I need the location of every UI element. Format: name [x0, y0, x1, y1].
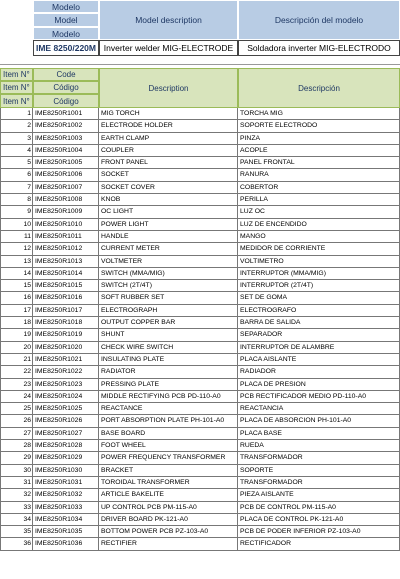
table-row: [0, 502, 400, 514]
description-en[interactable]: SOCKET COVER: [99, 182, 238, 194]
model-description-es: Soldadora inverter MIG-ELECTRODO: [238, 40, 400, 56]
item-number[interactable]: 29: [0, 452, 33, 464]
description-es[interactable]: PLACA AISLANTE: [238, 354, 400, 366]
table-row: [0, 526, 400, 538]
part-code[interactable]: IME8250R1018: [33, 317, 99, 329]
part-code[interactable]: IME8250R1022: [33, 366, 99, 378]
table-row: [0, 305, 400, 317]
description-en[interactable]: MIG TORCH: [99, 108, 238, 120]
table-row: [0, 133, 400, 145]
item-number[interactable]: 2: [0, 120, 33, 132]
item-number[interactable]: 30: [0, 465, 33, 477]
item-number[interactable]: 11: [0, 231, 33, 243]
table-row: [0, 379, 400, 391]
description-es[interactable]: TRANSFORMADOR: [238, 452, 400, 464]
table-row: [0, 465, 400, 477]
description-es[interactable]: PANEL FRONTAL: [238, 157, 400, 169]
description-es[interactable]: RADIADOR: [238, 366, 400, 378]
table-row: [0, 317, 400, 329]
table-row: [0, 489, 400, 501]
part-code[interactable]: IME8250R1030: [33, 465, 99, 477]
model-description-en-label: Model description: [99, 0, 238, 40]
table-row: [0, 366, 400, 378]
item-number[interactable]: 9: [0, 206, 33, 218]
description-en[interactable]: HANDLE: [99, 231, 238, 243]
part-code[interactable]: IME8250R1004: [33, 145, 99, 157]
description-es[interactable]: PERILLA: [238, 194, 400, 206]
description-en[interactable]: CHECK WIRE SWITCH: [99, 342, 238, 354]
part-code[interactable]: IME8250R1017: [33, 305, 99, 317]
code-header-3: Código: [33, 94, 99, 108]
description-en[interactable]: REACTANCE: [99, 403, 238, 415]
part-code[interactable]: IME8250R1032: [33, 489, 99, 501]
table-row: [0, 182, 400, 194]
description-en[interactable]: FOOT WHEEL: [99, 440, 238, 452]
item-number[interactable]: 22: [0, 366, 33, 378]
description-en[interactable]: INSULATING PLATE: [99, 354, 238, 366]
description-en[interactable]: DRIVER BOARD PK-121-A0: [99, 514, 238, 526]
item-number[interactable]: 1: [0, 108, 33, 120]
description-en[interactable]: COUPLER: [99, 145, 238, 157]
description-es[interactable]: PLACA DE PRESION: [238, 379, 400, 391]
description-en[interactable]: PRESSING PLATE: [99, 379, 238, 391]
description-en[interactable]: SWITCH (MMA/MIG): [99, 268, 238, 280]
model-description-es-label: Descripción del modelo: [238, 0, 400, 40]
description-es[interactable]: COBERTOR: [238, 182, 400, 194]
table-row: [0, 354, 400, 366]
table-row: [0, 292, 400, 304]
part-code[interactable]: IME8250R1031: [33, 477, 99, 489]
model-code: IME 8250/220M: [33, 40, 99, 56]
item-header-2: Item N°: [0, 81, 33, 94]
part-code[interactable]: IME8250R1033: [33, 502, 99, 514]
part-code[interactable]: IME8250R1029: [33, 452, 99, 464]
description-es[interactable]: PCB DE CONTROL PM-115-A0: [238, 502, 400, 514]
part-code[interactable]: IME8250R1024: [33, 391, 99, 403]
table-row: [0, 391, 400, 403]
table-row: [0, 194, 400, 206]
description-es[interactable]: ACOPLE: [238, 145, 400, 157]
description-en[interactable]: ELECTROGRAPH: [99, 305, 238, 317]
code-header-1: Code: [33, 68, 99, 81]
description-es[interactable]: SOPORTE: [238, 465, 400, 477]
item-number[interactable]: 19: [0, 329, 33, 341]
description-es[interactable]: PCB DE PODER INFERIOR PZ-103-A0: [238, 526, 400, 538]
table-row: [0, 415, 400, 427]
table-row: [0, 342, 400, 354]
part-code[interactable]: IME8250R1013: [33, 256, 99, 268]
description-en[interactable]: BOTTOM POWER PCB PZ-103-A0: [99, 526, 238, 538]
part-code[interactable]: IME8250R1002: [33, 120, 99, 132]
item-number[interactable]: 34: [0, 514, 33, 526]
part-code[interactable]: IME8250R1003: [33, 133, 99, 145]
part-code[interactable]: IME8250R1010: [33, 219, 99, 231]
part-code[interactable]: IME8250R1006: [33, 169, 99, 181]
description-es[interactable]: PINZA: [238, 133, 400, 145]
table-row: [0, 403, 400, 415]
item-number[interactable]: 3: [0, 133, 33, 145]
item-header-1: Item N°: [0, 68, 33, 81]
table-row: [0, 108, 400, 120]
description-en[interactable]: TOROIDAL TRANSFORMER: [99, 477, 238, 489]
part-code[interactable]: IME8250R1036: [33, 538, 99, 550]
part-code[interactable]: IME8250R1026: [33, 415, 99, 427]
part-code[interactable]: IME8250R1001: [33, 108, 99, 120]
item-number[interactable]: 33: [0, 502, 33, 514]
part-code[interactable]: IME8250R1027: [33, 428, 99, 440]
part-code[interactable]: IME8250R1015: [33, 280, 99, 292]
item-number[interactable]: 8: [0, 194, 33, 206]
description-en[interactable]: CURRENT METER: [99, 243, 238, 255]
item-number[interactable]: 14: [0, 268, 33, 280]
description-en[interactable]: OC LIGHT: [99, 206, 238, 218]
item-number[interactable]: 36: [0, 538, 33, 550]
description-en[interactable]: MIDDLE RECTIFYING PCB PD-110-A0: [99, 391, 238, 403]
item-number[interactable]: 7: [0, 182, 33, 194]
description-es[interactable]: VOLTIMETRO: [238, 256, 400, 268]
item-header-3: Item N°: [0, 94, 33, 108]
table-row: [0, 538, 400, 550]
item-number[interactable]: 17: [0, 305, 33, 317]
table-row: [0, 157, 400, 169]
parts-table: [0, 108, 400, 551]
table-row: [0, 206, 400, 218]
description-en[interactable]: VOLTMETER: [99, 256, 238, 268]
description-es[interactable]: REACTANCIA: [238, 403, 400, 415]
description-en[interactable]: SWITCH (2T/4T): [99, 280, 238, 292]
description-en[interactable]: SOFT RUBBER SET: [99, 292, 238, 304]
description-es[interactable]: PLACA BASE: [238, 428, 400, 440]
item-number[interactable]: 24: [0, 391, 33, 403]
part-code[interactable]: IME8250R1011: [33, 231, 99, 243]
description-es[interactable]: PLACA DE ABSORCION PH-101-A0: [238, 415, 400, 427]
model-label-1: Modelo: [33, 0, 99, 13]
item-number[interactable]: 4: [0, 145, 33, 157]
item-number[interactable]: 21: [0, 354, 33, 366]
model-label-3: Modelo: [33, 27, 99, 40]
description-en-header: Description: [99, 68, 238, 108]
description-en[interactable]: RECTIFIER: [99, 538, 238, 550]
description-es[interactable]: SEPARADOR: [238, 329, 400, 341]
description-es[interactable]: LUZ DE ENCENDIDO: [238, 219, 400, 231]
description-en[interactable]: EARTH CLAMP: [99, 133, 238, 145]
description-es[interactable]: MANGO: [238, 231, 400, 243]
item-number[interactable]: 32: [0, 489, 33, 501]
model-label-2: Model: [33, 13, 99, 27]
item-number[interactable]: 31: [0, 477, 33, 489]
model-description-en: Inverter welder MIG-ELECTRODE: [99, 40, 238, 56]
table-row: [0, 231, 400, 243]
item-number[interactable]: 6: [0, 169, 33, 181]
description-es[interactable]: RECTIFICADOR: [238, 538, 400, 550]
part-code[interactable]: IME8250R1007: [33, 182, 99, 194]
table-row: [0, 169, 400, 181]
model-header: [0, 0, 400, 58]
description-en[interactable]: BRACKET: [99, 465, 238, 477]
table-row: [0, 514, 400, 526]
description-es[interactable]: LUZ OC: [238, 206, 400, 218]
table-row: [0, 256, 400, 268]
item-number[interactable]: 18: [0, 317, 33, 329]
description-en[interactable]: FRONT PANEL: [99, 157, 238, 169]
part-code[interactable]: IME8250R1012: [33, 243, 99, 255]
item-number[interactable]: 26: [0, 415, 33, 427]
part-code[interactable]: IME8250R1035: [33, 526, 99, 538]
description-es[interactable]: SET DE GOMA: [238, 292, 400, 304]
description-es[interactable]: INTERRUPTOR (2T/4T): [238, 280, 400, 292]
item-number[interactable]: 27: [0, 428, 33, 440]
description-es[interactable]: PIEZA AISLANTE: [238, 489, 400, 501]
description-es[interactable]: BARRA DE SALIDA: [238, 317, 400, 329]
part-code[interactable]: IME8250R1005: [33, 157, 99, 169]
description-en[interactable]: KNOB: [99, 194, 238, 206]
part-code[interactable]: IME8250R1021: [33, 354, 99, 366]
item-number[interactable]: 20: [0, 342, 33, 354]
item-number[interactable]: 25: [0, 403, 33, 415]
item-number[interactable]: 23: [0, 379, 33, 391]
table-row: [0, 120, 400, 132]
part-code[interactable]: IME8250R1025: [33, 403, 99, 415]
description-es[interactable]: PCB RECTIFICADOR MEDIO PD-110-A0: [238, 391, 400, 403]
part-code[interactable]: IME8250R1023: [33, 379, 99, 391]
table-row: [0, 428, 400, 440]
table-row: [0, 219, 400, 231]
description-en[interactable]: POWER LIGHT: [99, 219, 238, 231]
table-row: [0, 329, 400, 341]
table-row: [0, 268, 400, 280]
part-code[interactable]: IME8250R1034: [33, 514, 99, 526]
table-row: [0, 145, 400, 157]
item-number[interactable]: 16: [0, 292, 33, 304]
description-es[interactable]: RANURA: [238, 169, 400, 181]
description-es[interactable]: INTERRUPTOR DE ALAMBRE: [238, 342, 400, 354]
table-row: [0, 477, 400, 489]
description-en[interactable]: SHUNT: [99, 329, 238, 341]
table-row: [0, 452, 400, 464]
description-en[interactable]: SOCKET: [99, 169, 238, 181]
description-es[interactable]: PLACA DE CONTROL PK-121-A0: [238, 514, 400, 526]
description-en[interactable]: PORT ABSORPTION PLATE PH-101-A0: [99, 415, 238, 427]
description-es[interactable]: ELECTROGRAFO: [238, 305, 400, 317]
item-number[interactable]: 28: [0, 440, 33, 452]
description-es[interactable]: MEDIDOR DE CORRIENTE: [238, 243, 400, 255]
description-es[interactable]: SOPORTE ELECTRODO: [238, 120, 400, 132]
description-en[interactable]: BASE BOARD: [99, 428, 238, 440]
item-number[interactable]: 10: [0, 219, 33, 231]
description-en[interactable]: POWER FREQUENCY TRANSFORMER: [99, 452, 238, 464]
divider: [0, 64, 400, 65]
item-number[interactable]: 35: [0, 526, 33, 538]
description-es[interactable]: RUEDA: [238, 440, 400, 452]
table-row: [0, 243, 400, 255]
table-row: [0, 280, 400, 292]
part-code[interactable]: IME8250R1009: [33, 206, 99, 218]
table-row: [0, 440, 400, 452]
description-en[interactable]: RADIATOR: [99, 366, 238, 378]
part-code[interactable]: IME8250R1020: [33, 342, 99, 354]
description-es-header: Descripción: [238, 68, 400, 108]
description-en[interactable]: ARTICLE BAKELITE: [99, 489, 238, 501]
description-en[interactable]: OUTPUT COPPER BAR: [99, 317, 238, 329]
part-code[interactable]: IME8250R1028: [33, 440, 99, 452]
description-es[interactable]: TORCHA MIG: [238, 108, 400, 120]
description-en[interactable]: UP CONTROL PCB PM-115-A0: [99, 502, 238, 514]
item-number[interactable]: 12: [0, 243, 33, 255]
description-es[interactable]: INTERRUPTOR (MMA/MIG): [238, 268, 400, 280]
item-number[interactable]: 13: [0, 256, 33, 268]
part-code[interactable]: IME8250R1016: [33, 292, 99, 304]
item-number[interactable]: 5: [0, 157, 33, 169]
description-es[interactable]: TRANSFORMADOR: [238, 477, 400, 489]
description-en[interactable]: ELECTRODE HOLDER: [99, 120, 238, 132]
code-header-2: Código: [33, 81, 99, 94]
part-code[interactable]: IME8250R1019: [33, 329, 99, 341]
part-code[interactable]: IME8250R1008: [33, 194, 99, 206]
part-code[interactable]: IME8250R1014: [33, 268, 99, 280]
item-number[interactable]: 15: [0, 280, 33, 292]
